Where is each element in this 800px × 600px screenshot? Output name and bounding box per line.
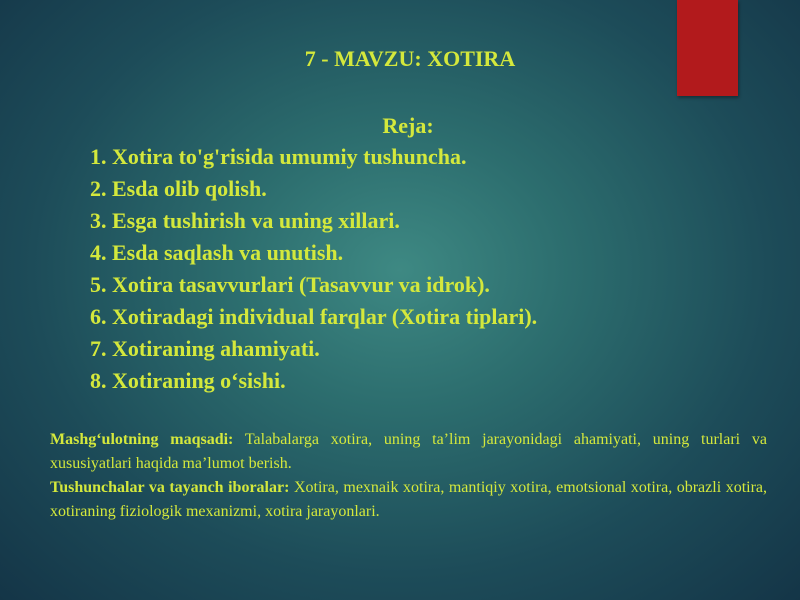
slide-title: 7 - MAVZU: XOTIRA — [304, 46, 516, 71]
plan-item-1: 1. Xotira to'g'risida umumiy tushuncha. — [90, 144, 467, 169]
plan-item-3: 3. Esga tushirish va uning xillari. — [90, 208, 400, 233]
lesson-goal-label: Mashg‘ulotning maqsadi: — [50, 431, 234, 448]
plan-list — [90, 141, 537, 397]
plan-item-5: 5. Xotira tasavvurlari (Tasavvur va idrok). — [90, 272, 490, 297]
key-concepts-label: Tushunchalar va tayanch iboralar: — [50, 479, 290, 496]
lesson-goal-text: Talabalarga xotira, uning ta’lim jarayonidagi ahamiyati, uning turlari va xususiyatlari haqida ma’lumot berish. — [50, 431, 767, 472]
plan-item-8: 8. Xotiraning o‘sishi. — [90, 368, 286, 393]
plan-item-4: 4. Esda saqlash va unutish. — [90, 240, 344, 265]
key-concepts — [50, 476, 767, 524]
key-concepts-text: Xotira, mexnaik xotira, mantiqiy xotira, emotsional xotira, obrazli xotira, xotiraning fiziologik mexanizmi, xotira jarayonlari. — [50, 479, 768, 520]
lesson-info — [50, 428, 767, 524]
plan-item-2: 2. Esda olib qolish. — [90, 176, 267, 201]
plan-item-7: 7. Xotiraning ahamiyati. — [90, 336, 320, 361]
plan-heading: Reja: — [382, 113, 434, 138]
plan-item-6: 6. Xotiradagi individual farqlar (Xotira tiplari). — [90, 304, 538, 329]
lesson-goal — [50, 428, 767, 476]
